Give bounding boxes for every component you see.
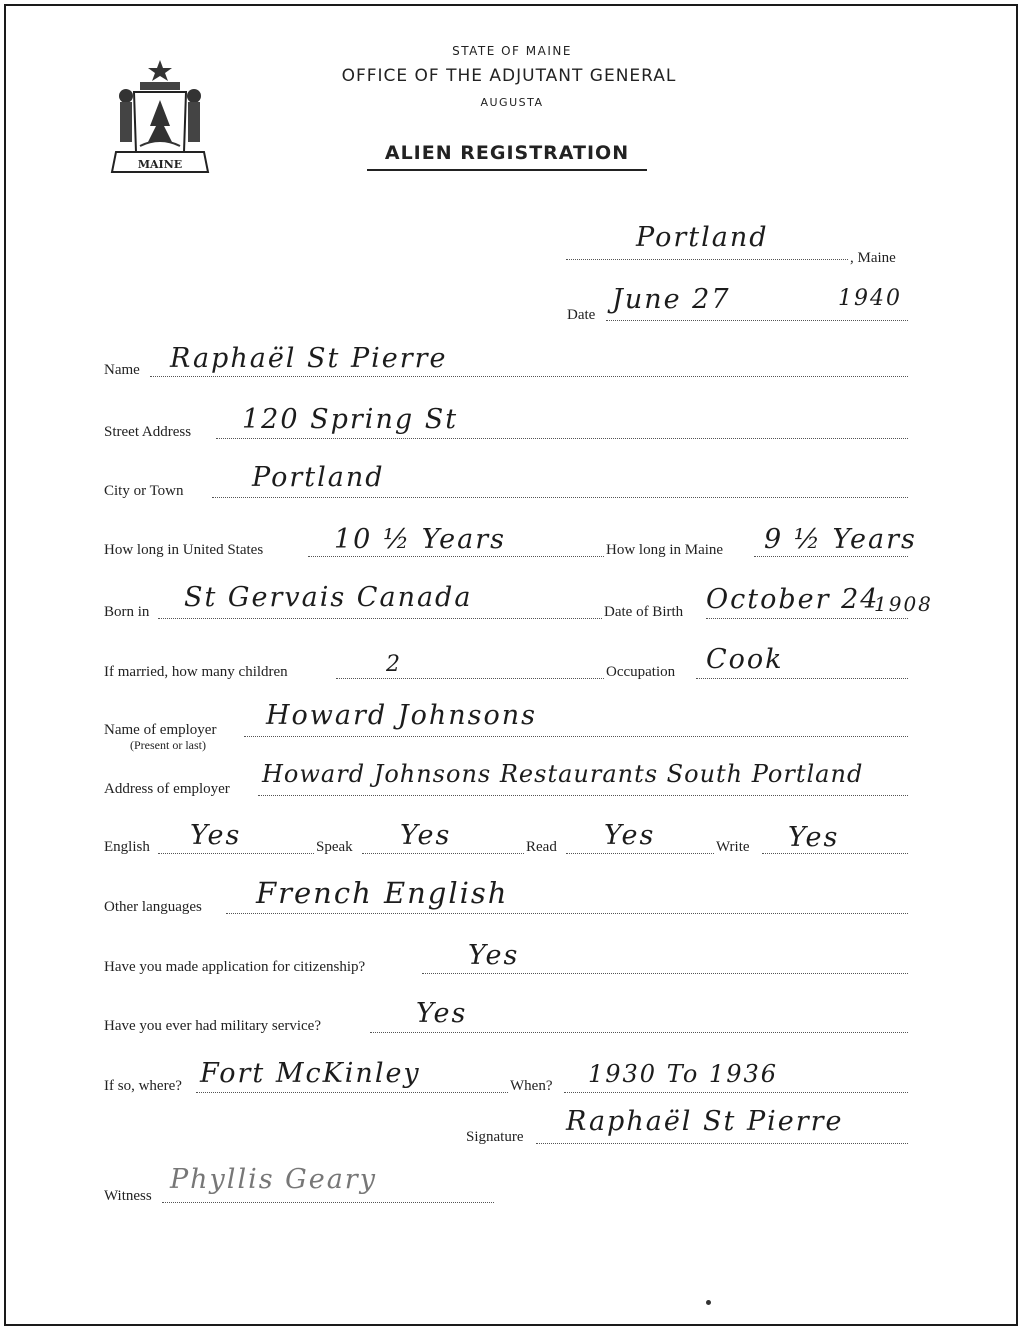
citizenship-label: Have you made application for citizenship?: [104, 959, 366, 975]
city-value: Portland: [252, 462, 385, 493]
date-line: [606, 320, 908, 321]
citizenship-line: [422, 973, 908, 974]
occupation-value: Cook: [706, 644, 784, 675]
date-year: 1940: [838, 286, 902, 311]
military-value: Yes: [416, 998, 468, 1029]
years-maine-line: [754, 556, 908, 557]
witness-value: Phyllis Geary: [170, 1164, 377, 1195]
date-month-day: June 27: [612, 284, 731, 315]
years-maine-value: 9 ½ Years: [764, 524, 917, 555]
office-heading: OFFICE OF THE ADJUTANT GENERAL: [341, 66, 677, 86]
occupation-label: Occupation: [606, 664, 676, 680]
city-heading: AUGUSTA: [480, 96, 544, 109]
children-value: 2: [386, 652, 402, 677]
born-in-line: [158, 618, 602, 619]
name-label: Name: [104, 362, 140, 378]
military-label: Have you ever had military service?: [104, 1018, 321, 1034]
city-label: City or Town: [104, 483, 184, 499]
employer-address-label: Address of employer: [104, 781, 230, 797]
write-line: [762, 853, 908, 854]
city-line: [212, 497, 908, 498]
employer-address-value: Howard Johnsons Restaurants South Portland: [262, 760, 864, 788]
dob-year: 1908: [874, 592, 933, 616]
dob-line: [706, 618, 908, 619]
english-line: [158, 853, 314, 854]
write-value: Yes: [788, 822, 840, 853]
where-line: [196, 1092, 508, 1093]
street-label: Street Address: [104, 424, 192, 440]
form-title: ALIEN REGISTRATION: [384, 142, 630, 164]
seal-text: MAINE: [137, 158, 183, 171]
date-label: Date: [567, 307, 596, 323]
employer-label: Name of employer: [104, 722, 217, 738]
title-underline: [367, 169, 647, 171]
street-line: [216, 438, 908, 439]
years-us-line: [308, 556, 604, 557]
born-in-label: Born in: [104, 604, 150, 620]
where-value: Fort McKinley: [200, 1058, 421, 1089]
other-languages-line: [226, 913, 908, 914]
speak-value: Yes: [400, 820, 452, 851]
signature-value: Raphaël St Pierre: [566, 1106, 844, 1137]
years-us-label: How long in United States: [104, 542, 264, 558]
name-value: Raphaël St Pierre: [170, 343, 448, 374]
read-value: Yes: [604, 820, 656, 851]
speak-line: [362, 853, 524, 854]
other-languages-value: French English: [256, 876, 509, 910]
signature-label: Signature: [466, 1129, 524, 1145]
when-label: When?: [510, 1078, 553, 1094]
military-line: [370, 1032, 908, 1033]
employer-line: [244, 736, 908, 737]
english-value: Yes: [190, 820, 242, 851]
witness-label: Witness: [104, 1188, 152, 1204]
name-line: [150, 376, 908, 377]
where-label: If so, where?: [104, 1078, 182, 1094]
citizenship-value: Yes: [468, 940, 520, 971]
place-line: [566, 259, 848, 260]
children-label: If married, how many children: [104, 664, 288, 680]
read-label: Read: [526, 839, 557, 855]
place-suffix: , Maine: [850, 250, 896, 266]
years-us-value: 10 ½ Years: [334, 524, 507, 555]
when-line: [564, 1092, 908, 1093]
other-languages-label: Other languages: [104, 899, 202, 915]
place-value: Portland: [636, 222, 769, 253]
ink-speck: [706, 1300, 711, 1305]
street-value: 120 Spring St: [242, 404, 459, 435]
english-label: English: [104, 839, 150, 855]
occupation-line: [696, 678, 908, 679]
speak-label: Speak: [316, 839, 353, 855]
dob-value: October 24: [706, 584, 880, 615]
state-heading: STATE OF MAINE: [452, 44, 572, 58]
witness-line: [162, 1202, 494, 1203]
years-maine-label: How long in Maine: [606, 542, 724, 558]
dob-label: Date of Birth: [604, 604, 684, 620]
write-label: Write: [716, 839, 750, 855]
when-value: 1930 To 1936: [588, 1060, 779, 1088]
born-in-value: St Gervais Canada: [184, 582, 473, 613]
signature-line: [536, 1143, 908, 1144]
employer-address-line: [258, 795, 908, 796]
read-line: [566, 853, 714, 854]
children-line: [336, 678, 604, 679]
employer-sublabel: (Present or last): [130, 738, 206, 752]
employer-value: Howard Johnsons: [266, 700, 537, 731]
